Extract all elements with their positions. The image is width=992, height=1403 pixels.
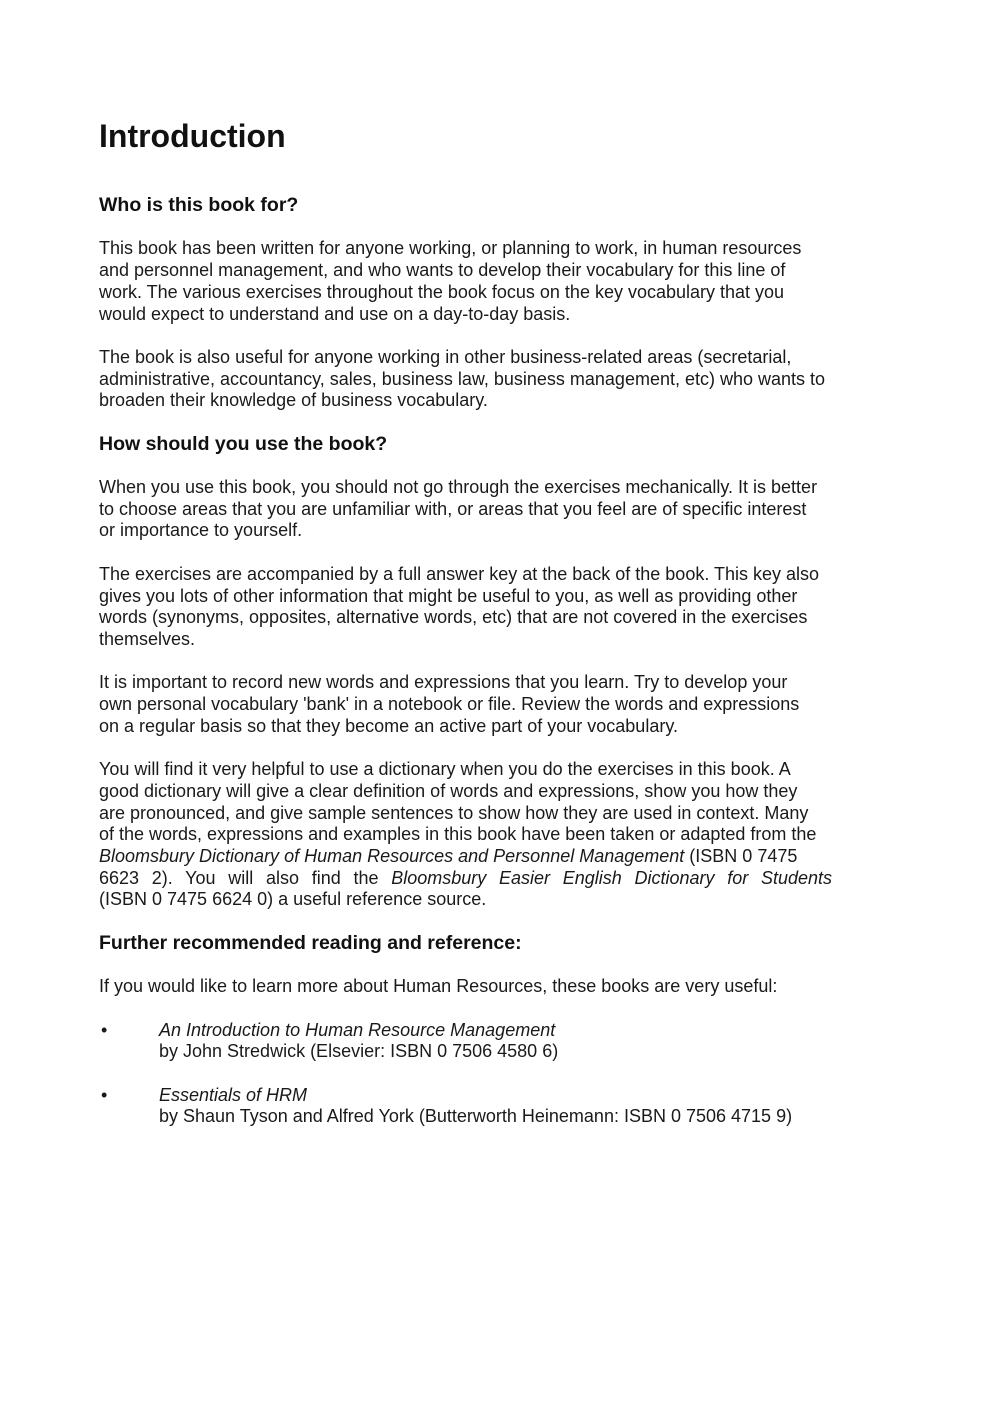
text-line	[99, 803, 874, 825]
text-segment: and personnel management, and who wants to develop their vocabulary for this line of	[99, 260, 786, 281]
book-title-italic: Bloomsbury Dictionary of Human Resources and Personnel Management	[99, 845, 685, 866]
bullet-icon: •	[101, 1084, 108, 1105]
text-line	[99, 672, 874, 694]
text-line	[99, 889, 874, 911]
text-segment: When you use this book, you should not go through the exercises mechanically. It is better	[99, 477, 818, 498]
text-segment: of the words, expressions and examples in this book have been taken or adapted from the	[99, 824, 817, 845]
text-line	[99, 781, 874, 803]
text-line	[99, 586, 874, 608]
text-segment: 6623 2). You will also find the	[99, 867, 392, 888]
text-segment: on a regular basis so that they become an active part of your vocabulary.	[99, 715, 678, 736]
page-title: Introduction	[99, 118, 286, 154]
text-line	[99, 629, 874, 651]
text-segment: would expect to understand and use on a day-to-day basis.	[99, 303, 571, 324]
book-title-italic: Bloomsbury Easier English Dictionary for Students	[391, 867, 832, 888]
text-segment: The exercises are accompanied by a full answer key at the back of the book. This key also	[99, 563, 820, 584]
text-segment: words (synonyms, opposites, alternative words, etc) that are not covered in the exercises	[99, 607, 808, 628]
text-line	[99, 520, 874, 542]
book-title: Essentials of HRM	[159, 1084, 308, 1105]
text-line	[99, 304, 874, 326]
text-line	[99, 846, 874, 868]
section-heading: How should you use the book?	[99, 432, 388, 455]
paragraph	[99, 477, 874, 542]
text-line	[99, 759, 874, 781]
bullet-icon: •	[101, 1019, 108, 1040]
bullet-list-item	[99, 1085, 874, 1128]
text-line	[99, 716, 874, 738]
book-details: by Shaun Tyson and Alfred York (Butterworth Heinemann: ISBN 0 7506 4715 9)	[159, 1106, 793, 1127]
text-line	[99, 499, 874, 521]
book-title: An Introduction to Human Resource Management	[159, 1019, 556, 1040]
paragraph	[99, 976, 874, 998]
text-segment: or importance to yourself.	[99, 520, 303, 541]
text-segment: work. The various exercises throughout the book focus on the key vocabulary that you	[99, 281, 785, 302]
text-segment: good dictionary will give a clear definition of words and expressions, show you how they	[99, 780, 798, 801]
text-line	[99, 477, 874, 499]
section-heading: Further recommended reading and reference:	[99, 931, 522, 954]
paragraph	[99, 564, 874, 651]
text-line	[99, 347, 874, 369]
text-line	[99, 824, 874, 846]
text-line	[99, 390, 874, 412]
bullet-list-item	[99, 1020, 874, 1063]
text-segment: gives you lots of other information that might be useful to you, as well as providing other	[99, 585, 798, 606]
text-segment: (ISBN 0 7475 6624 0) a useful reference source.	[99, 889, 487, 910]
text-line	[99, 694, 874, 716]
text-segment: administrative, accountancy, sales, business law, business management, etc) who wants to	[99, 368, 826, 389]
text-line	[99, 260, 874, 282]
paragraph	[99, 347, 874, 412]
text-line	[99, 369, 874, 391]
text-segment: broaden their knowledge of business vocabulary.	[99, 390, 488, 411]
text-segment: are pronounced, and give sample sentences to show how they are used in context. Many	[99, 802, 809, 823]
text-segment: The book is also useful for anyone working in other business-related areas (secretarial,	[99, 346, 792, 367]
section-heading: Who is this book for?	[99, 194, 299, 216]
text-segment: It is important to record new words and expressions that you learn. Try to develop your	[99, 672, 788, 693]
text-line	[99, 976, 874, 998]
text-segment: themselves.	[99, 628, 196, 649]
paragraph	[99, 672, 874, 737]
paragraph	[99, 238, 874, 325]
text-segment: own personal vocabulary 'bank' in a notebook or file. Review the words and expressions	[99, 694, 800, 715]
text-segment: If you would like to learn more about Human Resources, these books are very useful:	[99, 976, 778, 997]
text-line	[99, 238, 874, 260]
text-line	[99, 282, 874, 304]
text-segment: This book has been written for anyone working, or planning to work, in human resources	[99, 238, 802, 259]
book-details: by John Stredwick (Elsevier: ISBN 0 7506 4580 6)	[159, 1041, 559, 1062]
paragraph	[99, 759, 874, 911]
text-segment: You will find it very helpful to use a dictionary when you do the exercises in this book. A	[99, 759, 791, 780]
text-line	[99, 868, 832, 890]
text-segment: to choose areas that you are unfamiliar with, or areas that you feel are of specific interest	[99, 498, 807, 519]
text-line	[99, 564, 874, 586]
document-body	[99, 195, 874, 1150]
text-line	[99, 607, 874, 629]
text-segment: (ISBN 0 7475	[684, 845, 798, 866]
